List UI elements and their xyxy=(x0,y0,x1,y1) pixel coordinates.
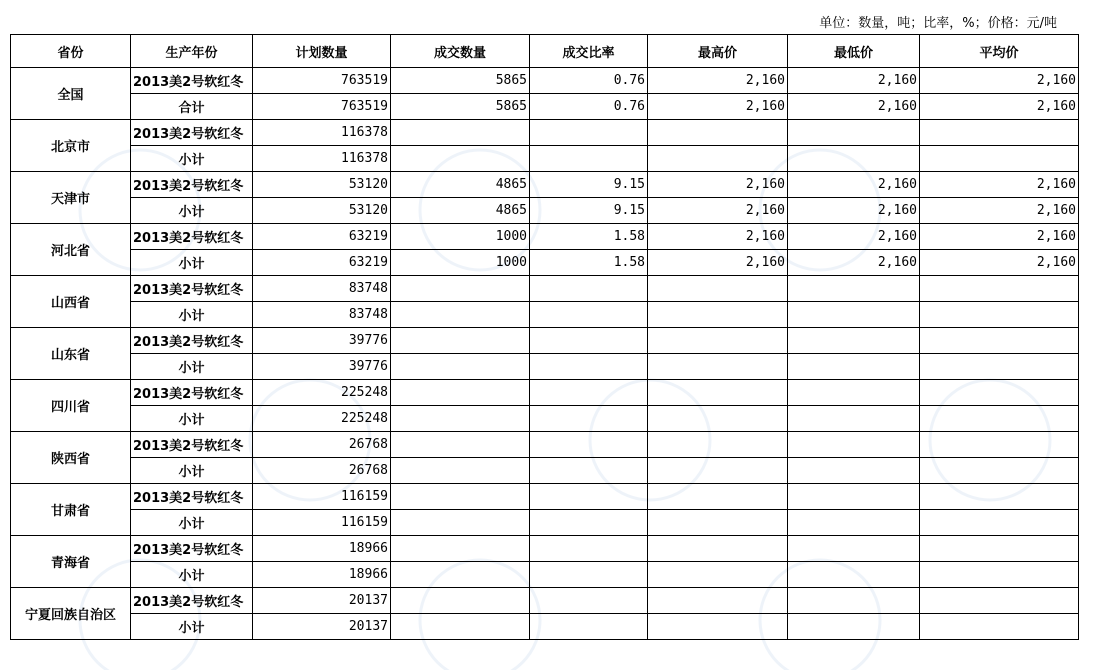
province-cell: 天津市 xyxy=(11,172,131,224)
deal-ratio-cell: 0.76 xyxy=(530,68,648,94)
table-row xyxy=(11,536,1079,562)
deal-qty-cell xyxy=(391,536,530,562)
deal-qty-cell xyxy=(391,380,530,406)
max-price-cell xyxy=(648,484,788,510)
variety-cell: 2013美2号软红冬 xyxy=(131,536,253,562)
table-row xyxy=(11,354,1079,380)
plan-qty-cell: 116159 xyxy=(253,484,391,510)
deal-ratio-cell xyxy=(530,302,648,328)
max-price-cell: 2,160 xyxy=(648,172,788,198)
min-price-cell: 2,160 xyxy=(788,94,920,120)
avg-price-cell xyxy=(920,432,1079,458)
variety-cell: 小计 xyxy=(131,198,253,224)
deal-qty-cell xyxy=(391,588,530,614)
plan-qty-cell: 83748 xyxy=(253,276,391,302)
unit-note: 单位：数量，吨；比率，%；价格：元/吨 xyxy=(819,16,1057,31)
max-price-cell xyxy=(648,120,788,146)
table-row xyxy=(11,328,1079,354)
plan-qty-cell: 63219 xyxy=(253,250,391,276)
plan-qty-cell: 20137 xyxy=(253,614,391,640)
min-price-cell xyxy=(788,354,920,380)
avg-price-cell xyxy=(920,328,1079,354)
deal-qty-cell xyxy=(391,328,530,354)
max-price-cell xyxy=(648,458,788,484)
deal-qty-cell xyxy=(391,614,530,640)
deal-qty-cell xyxy=(391,406,530,432)
max-price-cell xyxy=(648,510,788,536)
min-price-cell xyxy=(788,406,920,432)
column-header: 成交比率 xyxy=(530,35,648,68)
column-header: 成交数量 xyxy=(391,35,530,68)
plan-qty-cell: 20137 xyxy=(253,588,391,614)
avg-price-cell: 2,160 xyxy=(920,224,1079,250)
plan-qty-cell: 763519 xyxy=(253,94,391,120)
plan-qty-cell: 39776 xyxy=(253,328,391,354)
max-price-cell xyxy=(648,328,788,354)
max-price-cell xyxy=(648,432,788,458)
variety-cell: 2013美2号软红冬 xyxy=(131,120,253,146)
table-row xyxy=(11,146,1079,172)
avg-price-cell: 2,160 xyxy=(920,172,1079,198)
deal-ratio-cell xyxy=(530,328,648,354)
deal-qty-cell: 4865 xyxy=(391,198,530,224)
min-price-cell xyxy=(788,432,920,458)
min-price-cell xyxy=(788,614,920,640)
variety-cell: 2013美2号软红冬 xyxy=(131,328,253,354)
avg-price-cell: 2,160 xyxy=(920,250,1079,276)
variety-cell: 小计 xyxy=(131,510,253,536)
plan-qty-cell: 53120 xyxy=(253,198,391,224)
deal-qty-cell xyxy=(391,302,530,328)
max-price-cell xyxy=(648,276,788,302)
table-row xyxy=(11,406,1079,432)
column-header: 省份 xyxy=(11,35,131,68)
table-row xyxy=(11,562,1079,588)
min-price-cell xyxy=(788,562,920,588)
deal-qty-cell xyxy=(391,354,530,380)
deal-ratio-cell xyxy=(530,354,648,380)
min-price-cell xyxy=(788,458,920,484)
province-cell: 宁夏回族自治区 xyxy=(11,588,131,640)
min-price-cell xyxy=(788,588,920,614)
deal-qty-cell: 1000 xyxy=(391,224,530,250)
avg-price-cell xyxy=(920,536,1079,562)
avg-price-cell xyxy=(920,146,1079,172)
variety-cell: 小计 xyxy=(131,354,253,380)
plan-qty-cell: 18966 xyxy=(253,562,391,588)
plan-qty-cell: 18966 xyxy=(253,536,391,562)
min-price-cell xyxy=(788,510,920,536)
plan-qty-cell: 225248 xyxy=(253,380,391,406)
avg-price-cell: 2,160 xyxy=(920,198,1079,224)
column-header: 最高价 xyxy=(648,35,788,68)
table-row xyxy=(11,458,1079,484)
table-row xyxy=(11,250,1079,276)
min-price-cell: 2,160 xyxy=(788,198,920,224)
deal-qty-cell xyxy=(391,458,530,484)
province-cell: 陕西省 xyxy=(11,432,131,484)
deal-qty-cell xyxy=(391,146,530,172)
variety-cell: 小计 xyxy=(131,146,253,172)
province-cell: 山东省 xyxy=(11,328,131,380)
deal-qty-cell xyxy=(391,510,530,536)
variety-cell: 2013美2号软红冬 xyxy=(131,380,253,406)
avg-price-cell xyxy=(920,120,1079,146)
plan-qty-cell: 63219 xyxy=(253,224,391,250)
table-row xyxy=(11,510,1079,536)
avg-price-cell: 2,160 xyxy=(920,94,1079,120)
min-price-cell xyxy=(788,536,920,562)
province-cell: 河北省 xyxy=(11,224,131,276)
variety-cell: 2013美2号软红冬 xyxy=(131,172,253,198)
deal-ratio-cell xyxy=(530,510,648,536)
max-price-cell xyxy=(648,588,788,614)
min-price-cell xyxy=(788,120,920,146)
variety-cell: 小计 xyxy=(131,250,253,276)
avg-price-cell xyxy=(920,276,1079,302)
table-row xyxy=(11,302,1079,328)
min-price-cell: 2,160 xyxy=(788,68,920,94)
max-price-cell xyxy=(648,380,788,406)
auction-results-table xyxy=(10,34,1079,640)
max-price-cell xyxy=(648,536,788,562)
plan-qty-cell: 116159 xyxy=(253,510,391,536)
variety-cell: 2013美2号软红冬 xyxy=(131,224,253,250)
table-row xyxy=(11,432,1079,458)
deal-ratio-cell xyxy=(530,458,648,484)
avg-price-cell xyxy=(920,380,1079,406)
table-row xyxy=(11,614,1079,640)
max-price-cell xyxy=(648,614,788,640)
plan-qty-cell: 225248 xyxy=(253,406,391,432)
avg-price-cell: 2,160 xyxy=(920,68,1079,94)
table-row xyxy=(11,94,1079,120)
table-row xyxy=(11,120,1079,146)
max-price-cell: 2,160 xyxy=(648,94,788,120)
max-price-cell: 2,160 xyxy=(648,224,788,250)
deal-ratio-cell xyxy=(530,406,648,432)
variety-cell: 2013美2号软红冬 xyxy=(131,588,253,614)
max-price-cell xyxy=(648,302,788,328)
plan-qty-cell: 39776 xyxy=(253,354,391,380)
plan-qty-cell: 83748 xyxy=(253,302,391,328)
deal-ratio-cell: 0.76 xyxy=(530,94,648,120)
province-cell: 山西省 xyxy=(11,276,131,328)
avg-price-cell xyxy=(920,458,1079,484)
deal-qty-cell: 4865 xyxy=(391,172,530,198)
min-price-cell xyxy=(788,302,920,328)
table-row xyxy=(11,484,1079,510)
min-price-cell xyxy=(788,276,920,302)
table-row xyxy=(11,68,1079,94)
variety-cell: 2013美2号软红冬 xyxy=(131,484,253,510)
deal-ratio-cell xyxy=(530,588,648,614)
deal-qty-cell: 5865 xyxy=(391,68,530,94)
avg-price-cell xyxy=(920,614,1079,640)
table-row xyxy=(11,276,1079,302)
column-header: 平均价 xyxy=(920,35,1079,68)
deal-qty-cell xyxy=(391,562,530,588)
max-price-cell xyxy=(648,562,788,588)
avg-price-cell xyxy=(920,302,1079,328)
table-row xyxy=(11,224,1079,250)
min-price-cell xyxy=(788,146,920,172)
province-cell: 青海省 xyxy=(11,536,131,588)
deal-ratio-cell xyxy=(530,120,648,146)
variety-cell: 小计 xyxy=(131,302,253,328)
max-price-cell: 2,160 xyxy=(648,250,788,276)
deal-ratio-cell xyxy=(530,146,648,172)
table-row xyxy=(11,588,1079,614)
min-price-cell: 2,160 xyxy=(788,250,920,276)
province-cell: 四川省 xyxy=(11,380,131,432)
variety-cell: 小计 xyxy=(131,614,253,640)
deal-ratio-cell xyxy=(530,614,648,640)
deal-ratio-cell xyxy=(530,276,648,302)
variety-cell: 合计 xyxy=(131,94,253,120)
deal-qty-cell xyxy=(391,276,530,302)
province-cell: 全国 xyxy=(11,68,131,120)
min-price-cell xyxy=(788,484,920,510)
variety-cell: 2013美2号软红冬 xyxy=(131,276,253,302)
min-price-cell xyxy=(788,328,920,354)
variety-cell: 小计 xyxy=(131,406,253,432)
max-price-cell xyxy=(648,354,788,380)
province-cell: 北京市 xyxy=(11,120,131,172)
table-body xyxy=(11,68,1079,640)
deal-qty-cell xyxy=(391,432,530,458)
variety-cell: 2013美2号软红冬 xyxy=(131,68,253,94)
max-price-cell: 2,160 xyxy=(648,198,788,224)
deal-qty-cell xyxy=(391,484,530,510)
table-row xyxy=(11,380,1079,406)
deal-ratio-cell xyxy=(530,432,648,458)
deal-qty-cell xyxy=(391,120,530,146)
avg-price-cell xyxy=(920,354,1079,380)
table-row xyxy=(11,198,1079,224)
deal-qty-cell: 1000 xyxy=(391,250,530,276)
province-cell: 甘肃省 xyxy=(11,484,131,536)
plan-qty-cell: 763519 xyxy=(253,68,391,94)
deal-ratio-cell xyxy=(530,380,648,406)
variety-cell: 2013美2号软红冬 xyxy=(131,432,253,458)
plan-qty-cell: 26768 xyxy=(253,458,391,484)
max-price-cell xyxy=(648,406,788,432)
avg-price-cell xyxy=(920,406,1079,432)
column-header: 生产年份 xyxy=(131,35,253,68)
column-header: 计划数量 xyxy=(253,35,391,68)
deal-ratio-cell: 9.15 xyxy=(530,198,648,224)
table-header-row xyxy=(11,35,1079,68)
deal-ratio-cell: 9.15 xyxy=(530,172,648,198)
deal-ratio-cell xyxy=(530,484,648,510)
deal-ratio-cell: 1.58 xyxy=(530,224,648,250)
plan-qty-cell: 53120 xyxy=(253,172,391,198)
variety-cell: 小计 xyxy=(131,562,253,588)
variety-cell: 小计 xyxy=(131,458,253,484)
deal-ratio-cell xyxy=(530,536,648,562)
min-price-cell: 2,160 xyxy=(788,172,920,198)
column-header: 最低价 xyxy=(788,35,920,68)
avg-price-cell xyxy=(920,484,1079,510)
min-price-cell: 2,160 xyxy=(788,224,920,250)
max-price-cell xyxy=(648,146,788,172)
deal-ratio-cell: 1.58 xyxy=(530,250,648,276)
table-row xyxy=(11,172,1079,198)
plan-qty-cell: 26768 xyxy=(253,432,391,458)
avg-price-cell xyxy=(920,510,1079,536)
plan-qty-cell: 116378 xyxy=(253,120,391,146)
avg-price-cell xyxy=(920,562,1079,588)
plan-qty-cell: 116378 xyxy=(253,146,391,172)
max-price-cell: 2,160 xyxy=(648,68,788,94)
deal-ratio-cell xyxy=(530,562,648,588)
avg-price-cell xyxy=(920,588,1079,614)
deal-qty-cell: 5865 xyxy=(391,94,530,120)
min-price-cell xyxy=(788,380,920,406)
